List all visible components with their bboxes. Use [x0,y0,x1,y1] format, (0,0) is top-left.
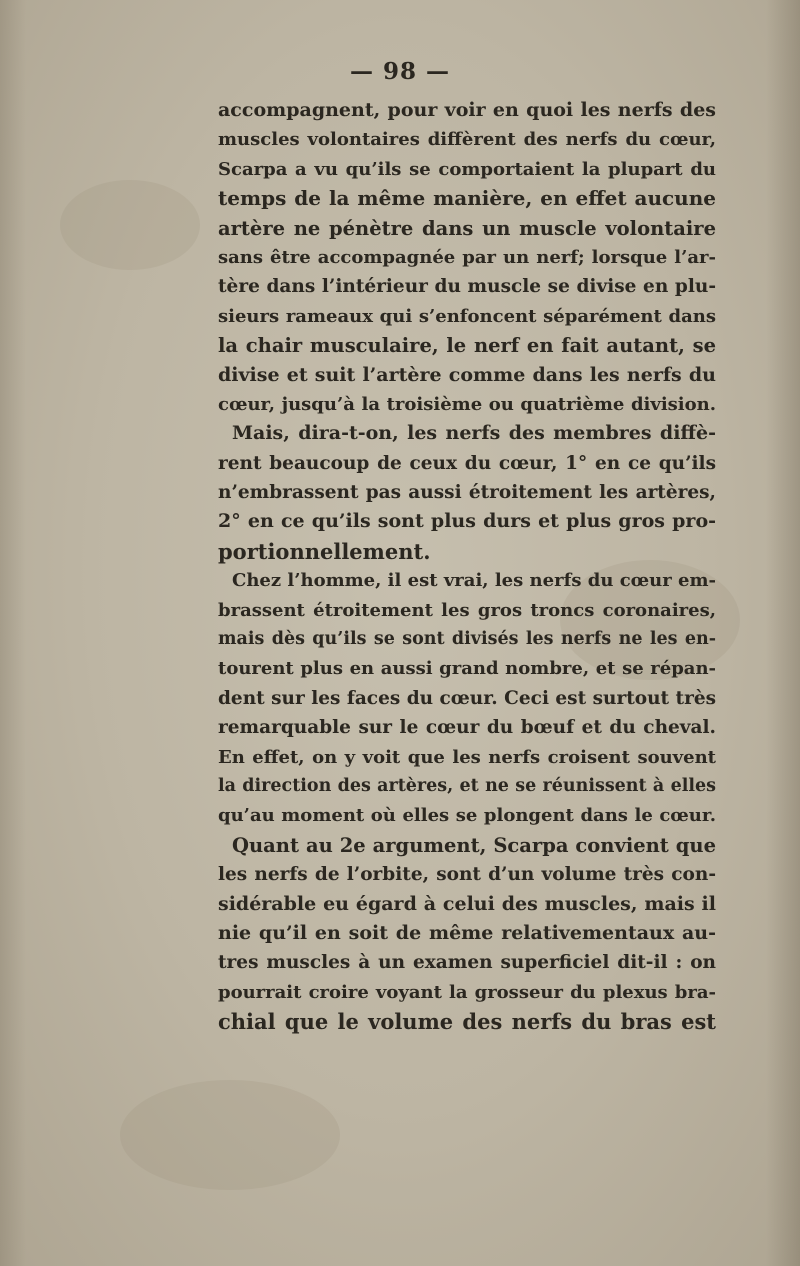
text-line: les nerfs de l’orbite, sont d’un volume très con- [218,864,716,886]
text-line: Scarpa a vu qu’ils se comportaient la plupart du [218,158,716,180]
text-line: rent beaucoup de ceux du cœur, 1° en ce qu’ils [218,452,716,474]
text-line: sidérable eu égard à celui des muscles, mais il [218,892,716,915]
text-line: mais dès qu’ils se sont divisés les nerfs ne les en- [218,629,716,650]
page-number: — 98 — [349,58,451,85]
text-line: remarquable sur le cœur du bœuf et du cheval. [218,717,716,739]
text-line: tère dans l’intérieur du muscle se divise en plu- [218,276,716,298]
text-line: muscles volontaires diffèrent des nerfs du cœur, [218,129,716,151]
text-line: Quant au 2e argument, Scarpa convient que [232,833,716,857]
text-line: n’embrassent pas aussi étroitement les artères, [218,482,716,504]
text-line: sieurs rameaux qui s’enfoncent séparément dans [218,305,716,327]
text-line: brassent étroitement les gros troncs coronaires, [218,599,716,621]
text-line: portionnellement. [218,538,431,564]
text-line: accompagnent, pour voir en quoi les nerfs des [218,99,716,121]
text-line: tres muscles à un examen superficiel dit-il : on [218,952,716,974]
text-line: divise et suit l’artère comme dans les nerfs du [218,363,716,386]
text-line: qu’au moment où elles se plongent dans le cœur. [218,805,716,827]
text-line: nie qu’il en soit de même relativementaux au- [218,921,716,944]
text-line: tourent plus en aussi grand nombre, et se répan- [218,658,716,680]
text-line: Mais, dira-t-on, les nerfs des membres diffè- [232,422,716,445]
text-line: En effet, on y voit que les nerfs croisent souvent [218,746,716,768]
text-line: pourrait croire voyant la grosseur du plexus bra- [218,981,716,1003]
text-line: 2° en ce qu’ils sont plus durs et plus gros pro- [218,510,716,533]
text-line: artère ne pénètre dans un muscle volontaire [218,216,716,240]
body-text [218,96,716,1037]
text-line: cœur, jusqu’à la troisième ou quatrième division. [218,393,716,415]
text-line: dent sur les faces du cœur. Ceci est surtout très [218,687,716,709]
text-line: sans être accompagnée par un nerf; lorsque l’ar- [218,246,716,268]
text-line: la direction des artères, et ne se réunissent à elles [218,775,716,796]
text-line: chial que le volume des nerfs du bras est [218,1009,716,1035]
page-left-shadow [0,0,26,1266]
text-line: Chez l’homme, il est vrai, les nerfs du cœur em- [232,570,716,592]
text-line: temps de la même manière, en effet aucune [218,186,716,211]
text-line: la chair musculaire, le nerf en fait autant, se [218,334,716,358]
page-right-shadow [766,0,800,1266]
